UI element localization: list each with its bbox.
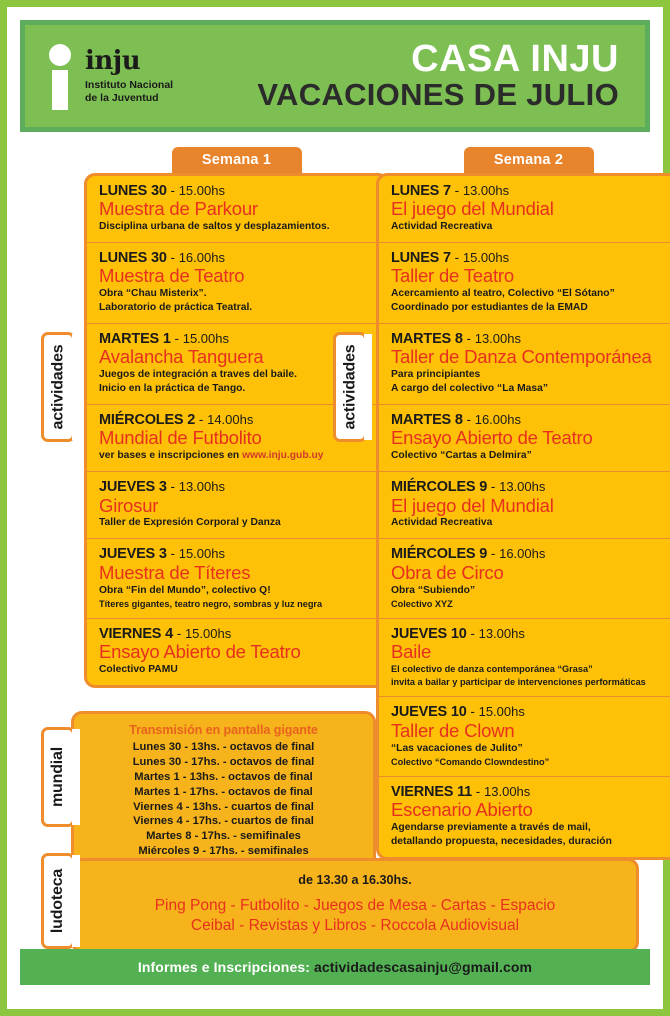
entry-title: Girosur	[99, 494, 159, 516]
logo-wordmark: inju	[85, 46, 141, 76]
logo-text-block	[85, 42, 173, 104]
entry-description: Coordinado por estudiantes de la EMAD	[391, 302, 588, 314]
entry-hour: 13.00hs	[474, 331, 521, 347]
entry-description-small: Títeres gigantes, teatro negro, sombras y luz negra	[99, 598, 323, 609]
entry-datetime	[391, 250, 666, 266]
entry-hour: 15.00hs	[184, 626, 232, 642]
footer-contact-label: Informes e Inscripciones:	[137, 959, 314, 975]
header-title-block	[257, 40, 645, 111]
entry-datetime	[391, 412, 666, 428]
entry-description: Colectivo “Cartas a Delmira”	[391, 450, 532, 462]
entry-title: Obra de Circo	[391, 561, 504, 583]
entry-day: JUEVES 3	[99, 546, 167, 563]
schedule-entry	[379, 539, 670, 619]
schedule-entry	[87, 243, 386, 324]
entry-day: MIÉRCOLES 9	[391, 546, 488, 563]
mundial-card	[71, 711, 376, 872]
ludoteca-card	[71, 858, 639, 953]
entry-title: Taller de Danza Contemporánea	[391, 346, 652, 368]
mundial-schedule-line: Martes 8 - 17hs. - semifinales	[146, 830, 301, 843]
schedule-entry	[87, 176, 386, 243]
entry-description: Obra “Fin del Mundo”, colectivo Q!	[99, 584, 271, 596]
tab-join-mask-right	[364, 334, 372, 440]
entry-title: El juego del Mundial	[391, 198, 554, 220]
schedule-entry	[379, 405, 670, 472]
entry-description: Acercamiento al teatro, Colectivo “El Sótano”	[391, 288, 615, 300]
week-tab-2: Semana 2	[464, 147, 594, 173]
entry-separator: -	[166, 546, 179, 562]
entry-separator: -	[466, 704, 479, 720]
entry-description: ver bases e inscripciones en www.inju.gub.uy	[99, 450, 324, 462]
side-tab-actividades-left-label: actividades	[49, 344, 66, 430]
entry-datetime	[391, 704, 666, 720]
entry-hour: 15.00hs	[462, 250, 510, 266]
entry-separator: -	[166, 250, 179, 266]
entry-separator: -	[195, 412, 208, 428]
entry-title: Muestra de Títeres	[99, 561, 251, 583]
side-tab-actividades-left	[41, 332, 75, 442]
entry-title: Muestra de Parkour	[99, 198, 258, 220]
entry-day: LUNES 7	[391, 250, 451, 267]
logo-stem-shape	[52, 70, 68, 110]
mundial-schedule-line: Lunes 30 - 17hs. - octavos de final	[132, 755, 315, 768]
schedule-entry	[87, 539, 386, 619]
entry-day: MIÉRCOLES 9	[391, 479, 488, 496]
entry-day: MARTES 8	[391, 331, 463, 348]
entry-description: Colectivo PAMU	[99, 664, 178, 676]
ludoteca-items	[84, 896, 626, 936]
entry-day: LUNES 30	[99, 250, 167, 267]
ludoteca-items-line-1: Ping Pong - Futbolito - Juegos de Mesa - Cartas - Espacio	[154, 897, 556, 914]
entry-datetime	[99, 250, 374, 266]
schedule-entry	[379, 777, 670, 857]
entry-hour: 16.00hs	[499, 546, 546, 562]
entry-description: Disciplina urbana de saltos y desplazamientos.	[99, 221, 330, 233]
footer-contact	[138, 959, 532, 975]
entry-day: JUEVES 3	[99, 479, 167, 496]
week-tab-1: Semana 1	[172, 147, 302, 173]
logo-dot-shape	[49, 44, 71, 66]
poster-footer	[20, 949, 650, 985]
side-tab-ludoteca	[41, 853, 75, 949]
entry-description: Para principiantes	[391, 369, 481, 381]
page-subtitle: VACACIONES DE JULIO	[257, 77, 619, 113]
entry-separator: -	[487, 479, 500, 495]
entry-title: Taller de Teatro	[391, 265, 514, 287]
logo-subtitle-line-2: de la Juventud	[85, 91, 159, 104]
entry-hour: 16.00hs	[474, 412, 521, 428]
entry-separator: -	[172, 626, 185, 642]
entry-title: Baile	[391, 641, 432, 663]
logo-subtitle	[85, 79, 173, 104]
mundial-schedule-line: Miércoles 9 - 17hs. - semifinales	[138, 845, 309, 858]
entry-day: MIÉRCOLES 2	[99, 412, 196, 429]
entry-separator: -	[450, 250, 463, 266]
entry-hour: 13.00hs	[462, 183, 510, 198]
mundial-schedule-list	[84, 740, 363, 859]
entry-datetime	[391, 331, 666, 347]
entry-datetime	[391, 183, 666, 199]
mundial-schedule-line: Viernes 4 - 13hs. - cuartos de final	[133, 800, 314, 813]
week-column-2	[376, 147, 670, 860]
entry-separator: -	[487, 546, 500, 562]
entry-separator: -	[166, 183, 179, 198]
entry-day: LUNES 30	[99, 183, 167, 199]
entry-datetime	[391, 784, 666, 800]
ludoteca-items-line-2: Ceibal - Revistas y Libros - Roccola Audiovisual	[190, 917, 520, 935]
entry-title: Escenario Abierto	[391, 799, 533, 821]
schedule-entry	[379, 243, 670, 324]
schedule-entry	[379, 324, 670, 405]
schedule-entry	[87, 472, 386, 539]
entry-title: Ensayo Abierto de Teatro	[391, 427, 593, 449]
entry-title: Muestra de Teatro	[99, 265, 245, 287]
entry-hour: 13.00hs	[178, 479, 225, 495]
entry-datetime	[391, 546, 666, 562]
ludoteca-hours: de 13.30 a 16.30hs.	[298, 873, 412, 887]
entry-title: Ensayo Abierto de Teatro	[99, 641, 301, 663]
logo-subtitle-line-1: Instituto Nacional	[85, 79, 174, 91]
entry-hour: 15.00hs	[178, 546, 225, 562]
mundial-schedule-line: Martes 1 - 13hs. - octavos de final	[134, 770, 313, 783]
entry-title: Avalancha Tanguera	[99, 346, 264, 368]
entry-day: JUEVES 10	[391, 626, 467, 643]
entry-description: Juegos de integración a traves del baile.	[99, 369, 297, 381]
entry-separator: -	[166, 479, 179, 495]
entry-day: MARTES 1	[99, 331, 171, 348]
entry-separator: -	[462, 412, 475, 428]
entry-hour: 13.00hs	[484, 784, 531, 800]
mundial-schedule-line: Lunes 30 - 13hs. - octavos de final	[132, 741, 315, 753]
entry-separator: -	[450, 183, 463, 198]
entry-day: MARTES 8	[391, 412, 463, 429]
entry-title: El juego del Mundial	[391, 494, 554, 516]
entry-description: “Las vacaciones de Julito”	[391, 742, 523, 754]
entry-separator: -	[466, 626, 479, 642]
side-tab-ludoteca-label: ludoteca	[49, 868, 67, 934]
entry-datetime	[391, 479, 666, 495]
entry-description: Obra “Chau Misterix”.	[99, 288, 207, 300]
schedule-entry	[379, 697, 670, 777]
entry-separator: -	[170, 331, 183, 347]
entry-datetime	[99, 479, 374, 495]
entry-description-small: invita a bailar y participar de intervenciones performáticas	[391, 676, 646, 687]
entry-description-small: Colectivo “Comando Clowndestino”	[391, 756, 550, 767]
tab-join-mask-mundial	[72, 729, 80, 825]
entry-description: Actividad Recreativa	[391, 517, 493, 529]
entry-title: Taller de Clown	[391, 719, 515, 741]
poster-header	[20, 20, 650, 132]
entry-description-small: Colectivo XYZ	[391, 598, 453, 609]
entry-separator: -	[462, 331, 475, 347]
tab-join-mask-left	[72, 334, 80, 440]
entry-hour: 15.00hs	[478, 704, 525, 720]
side-tab-actividades-right	[333, 332, 367, 442]
week-2-card	[376, 173, 670, 860]
schedule-entry	[379, 619, 670, 697]
page-title: CASA INJU	[411, 38, 619, 81]
side-tab-mundial	[41, 727, 75, 827]
entry-datetime	[391, 626, 666, 642]
entry-hour: 16.00hs	[178, 250, 225, 266]
entry-description: Agendarse previamente a través de mail,	[391, 822, 591, 834]
inju-i-mark-icon	[47, 44, 73, 110]
entry-description: detallando propuesta, necesidades, duración	[391, 836, 612, 848]
entry-hour: 15.00hs	[178, 183, 225, 198]
mundial-title: Transmisión en pantalla gigante	[129, 723, 318, 737]
entry-datetime	[99, 546, 374, 562]
schedule-entry	[87, 619, 386, 685]
side-tab-mundial-label: mundial	[49, 747, 66, 807]
inju-logo	[47, 42, 257, 110]
entry-hour: 14.00hs	[207, 412, 254, 428]
schedule-entry	[379, 176, 670, 243]
side-tab-actividades-right-label: actividades	[341, 344, 358, 430]
entry-description: A cargo del colectivo “La Masa”	[391, 383, 548, 395]
tab-join-mask-ludoteca	[72, 855, 80, 947]
entry-description-small: El colectivo de danza contemporánea “Grasa”	[391, 664, 593, 675]
entry-hour: 15.00hs	[182, 331, 229, 347]
entry-description: Obra “Subiendo”	[391, 584, 476, 596]
entry-separator: -	[472, 784, 485, 800]
schedule-entry	[379, 472, 670, 539]
entry-description: Laboratorio de práctica Teatral.	[99, 302, 253, 314]
entry-day: VIERNES 11	[391, 784, 473, 801]
entry-day: JUEVES 10	[391, 704, 467, 721]
entry-datetime	[99, 626, 374, 642]
entry-hour: 13.00hs	[499, 479, 546, 495]
entry-description: Actividad Recreativa	[391, 221, 493, 233]
mundial-schedule-line: Martes 1 - 17hs. - octavos de final	[134, 785, 313, 798]
entry-description: Taller de Expresión Corporal y Danza	[99, 517, 281, 529]
entry-hour: 13.00hs	[478, 626, 525, 642]
entry-link[interactable]: www.inju.gub.uy	[242, 450, 324, 462]
entry-datetime	[99, 183, 374, 199]
mundial-schedule-line: Viernes 4 - 17hs. - cuartos de final	[133, 815, 314, 828]
entry-day: VIERNES 4	[99, 626, 173, 643]
entry-day: LUNES 7	[391, 183, 451, 199]
entry-title: Mundial de Futbolito	[99, 427, 262, 449]
entry-description: Inicio en la práctica de Tango.	[99, 383, 246, 395]
footer-email[interactable]: actividadescasainju@gmail.com	[314, 959, 533, 975]
